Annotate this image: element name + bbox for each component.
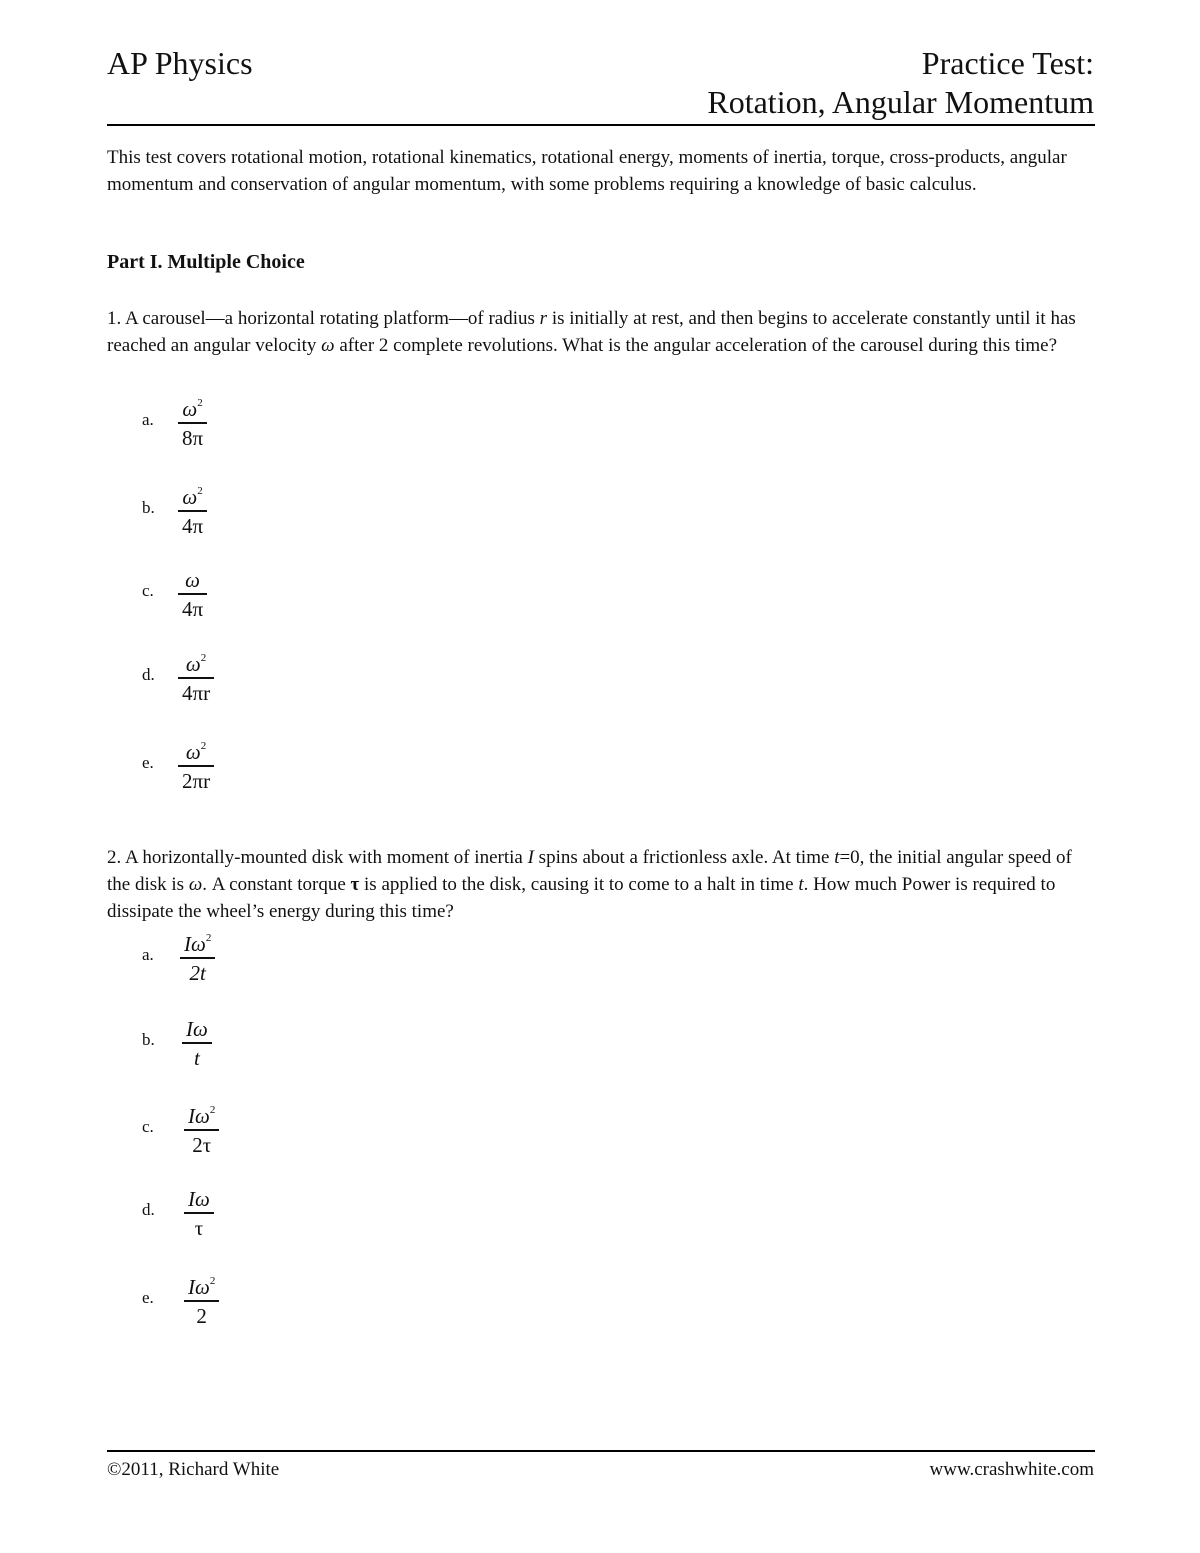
option-fraction: $\omega^2$ 4π <box>178 478 207 540</box>
q2-text-3: =0, the initial angular speed of the disk is <box>107 847 1072 895</box>
footer-divider <box>107 1450 1095 1452</box>
option-label: d. <box>142 665 155 684</box>
q2-text-1: 2. A horizontally-mounted disk with moment of inertia <box>107 847 528 868</box>
q2-var-omega: ω <box>188 874 203 895</box>
intro-paragraph: This test covers rotational motion, rotational kinematics, rotational energy, moments of inertia, torque, cross-products, angular momentum and conservation of angular momentum, with some problems requiring a knowledge of basic calculus. <box>107 147 1067 195</box>
option-label: b. <box>142 1030 155 1049</box>
option-fraction: Iω τ <box>184 1180 214 1242</box>
q2-text-6: . How much Power is required to dissipate the wheel’s energy during this time? <box>107 874 1056 922</box>
option-label: d. <box>142 1200 155 1219</box>
q2-text-2: spins about a frictionless axle. At time <box>533 847 835 868</box>
q1-text-1: 1. A carousel—a horizontal rotating platform—of radius <box>107 308 540 329</box>
q2-var-tau: τ <box>350 874 360 895</box>
option-fraction: $I\omega^2$ 2 <box>184 1268 219 1330</box>
test-title-line1: Practice Test: <box>921 45 1094 81</box>
option-fraction: $\omega^2$ 8π <box>178 390 207 452</box>
question-2 <box>107 844 1097 925</box>
option-label: c. <box>142 581 154 600</box>
header-divider <box>107 124 1095 126</box>
option-fraction: ω 4π <box>178 561 207 623</box>
q2-var-t2: t <box>798 874 804 895</box>
q1-text-3: after 2 complete revolutions. What is the angular acceleration of the carousel during this time? <box>334 335 1058 356</box>
question-1 <box>107 305 1097 359</box>
part-title: Part I. Multiple Choice <box>107 251 305 273</box>
option-label: c. <box>142 1117 154 1136</box>
option-fraction: $I\omega^2$ 2τ <box>184 1097 219 1159</box>
option-fraction: $I\omega^2$ 2t <box>180 925 215 987</box>
option-fraction: Iω t <box>182 1010 212 1072</box>
option-label: a. <box>142 410 154 429</box>
test-title-line2: Rotation, Angular Momentum <box>707 84 1094 120</box>
q2-var-I: I <box>527 847 534 868</box>
option-label: b. <box>142 498 155 517</box>
option-label: e. <box>142 753 154 772</box>
q1-var-r: r <box>539 308 548 329</box>
q2-text-4: . A constant torque <box>202 874 351 895</box>
option-label: a. <box>142 945 154 964</box>
footer-website[interactable]: www.crashwhite.com <box>929 1459 1094 1480</box>
option-fraction: $\omega^2$ 4πr <box>178 645 214 707</box>
q2-text-5: is applied to the disk, causing it to come to a halt in time <box>359 874 799 895</box>
footer-copyright: ©2011, Richard White <box>107 1459 280 1480</box>
q1-text-2: is initially at rest, and then begins to accelerate constantly until it has reached an angular velocity <box>107 308 1076 356</box>
option-label: e. <box>142 1288 154 1307</box>
q2-var-t: t <box>834 847 840 868</box>
option-fraction: $\omega^2$ 2πr <box>178 733 214 795</box>
q1-var-omega: ω <box>321 335 335 356</box>
test-title <box>707 44 1094 122</box>
course-title: AP Physics <box>107 45 253 81</box>
